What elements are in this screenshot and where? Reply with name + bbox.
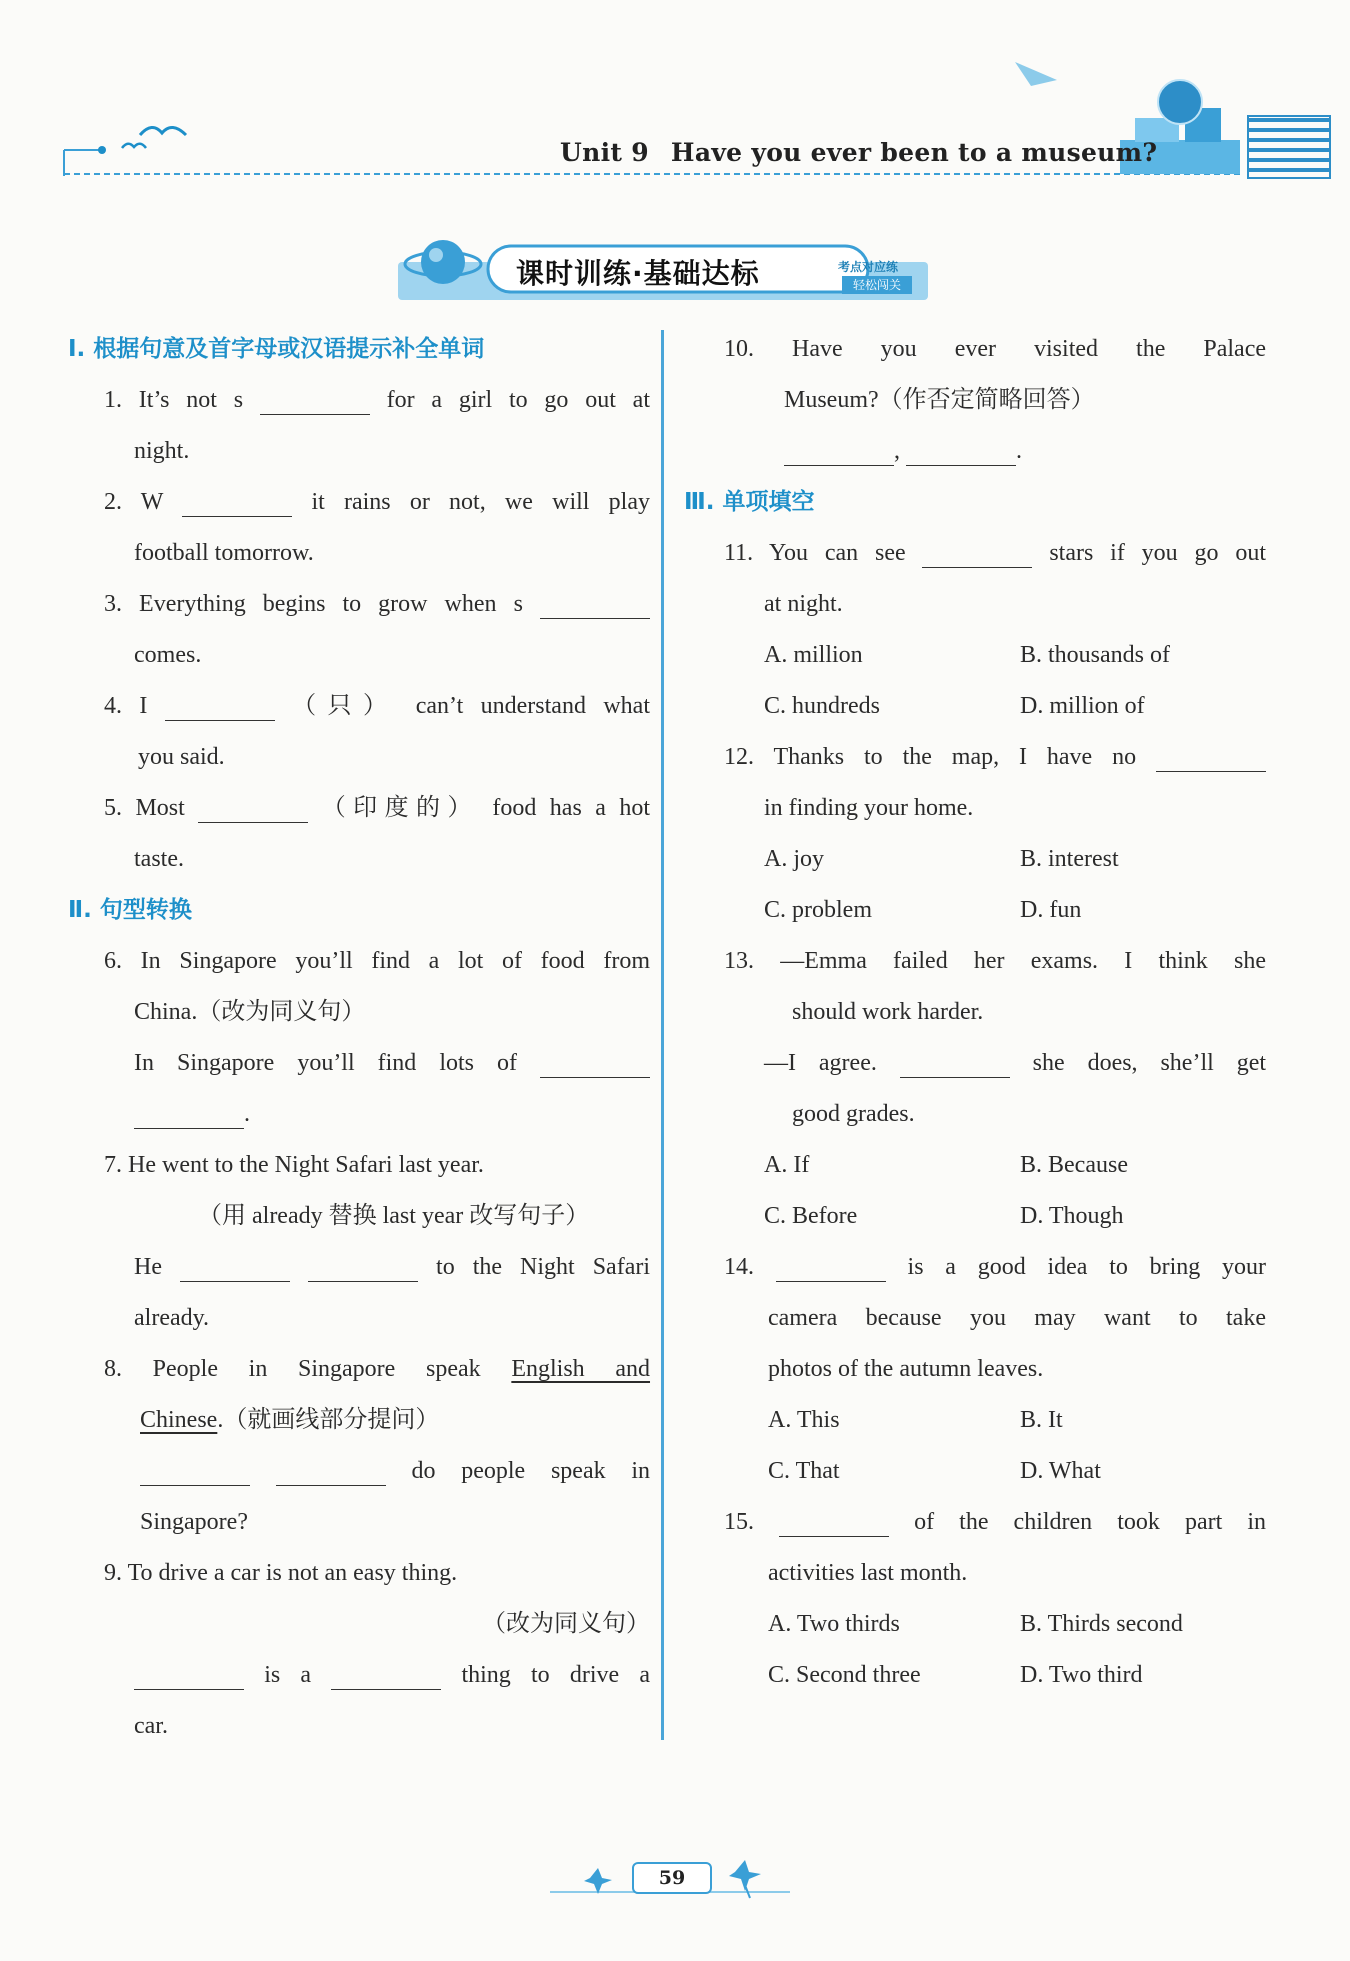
answer-blank[interactable] bbox=[776, 1251, 886, 1282]
question-4: 4. I （只） can’t understand what bbox=[68, 681, 650, 732]
answer-blank[interactable] bbox=[900, 1047, 1010, 1078]
question-8-answer-cont: Singapore? bbox=[140, 1509, 248, 1535]
question-8-cont: Chinese.（就画线部分提问） bbox=[140, 1407, 440, 1433]
answer-blank[interactable] bbox=[308, 1251, 418, 1282]
question-9-instruction: （改为同义句） bbox=[482, 1611, 650, 1637]
question-1-cont: night. bbox=[134, 438, 190, 464]
banner-tag-bottom: 轻松闯关 bbox=[842, 276, 912, 294]
question-10: 10. Have you ever visited the Palace bbox=[724, 336, 1266, 362]
question-11-cont: at night. bbox=[764, 591, 843, 617]
answer-blank[interactable] bbox=[922, 537, 1032, 568]
seagull-icon bbox=[140, 127, 186, 135]
question-14: 14. is a good idea to bring your bbox=[684, 1242, 1266, 1293]
option-d[interactable]: D. Though bbox=[1020, 1203, 1124, 1229]
question-11-options-row2 bbox=[684, 681, 1266, 732]
column-divider bbox=[661, 330, 664, 1740]
option-b[interactable]: B. Because bbox=[1020, 1152, 1128, 1178]
option-a[interactable]: A. million bbox=[764, 642, 863, 668]
answer-blank[interactable] bbox=[140, 1455, 250, 1486]
question-14-options-row2 bbox=[684, 1446, 1266, 1497]
option-a[interactable]: A. If bbox=[764, 1152, 810, 1178]
underlined-phrase: English and bbox=[511, 1356, 651, 1382]
answer-blank[interactable] bbox=[260, 384, 370, 415]
question-1: 1. It’s not s for a girl to go out at bbox=[68, 375, 650, 426]
left-column bbox=[68, 324, 650, 1752]
answer-blank[interactable] bbox=[906, 435, 1016, 466]
option-a[interactable]: A. Two thirds bbox=[768, 1611, 900, 1637]
question-12-cont: in finding your home. bbox=[764, 795, 974, 821]
question-13-reply-cont: good grades. bbox=[792, 1101, 915, 1127]
question-15-options-row1 bbox=[684, 1599, 1266, 1650]
answer-blank[interactable] bbox=[540, 1047, 650, 1078]
question-11-options-row1 bbox=[684, 630, 1266, 681]
question-3-cont: comes. bbox=[134, 642, 202, 668]
option-d[interactable]: D. Two third bbox=[1020, 1662, 1143, 1688]
option-c[interactable]: C. problem bbox=[764, 897, 872, 923]
answer-blank[interactable] bbox=[1156, 741, 1266, 772]
question-13-options-row1 bbox=[684, 1140, 1266, 1191]
option-c[interactable]: C. That bbox=[768, 1458, 840, 1484]
question-7-answer-cont: already. bbox=[134, 1305, 210, 1331]
right-column bbox=[684, 324, 1266, 1701]
section-heading-3: Ⅲ. 单项填空 bbox=[684, 489, 815, 515]
question-15-cont: activities last month. bbox=[768, 1560, 968, 1586]
answer-blank[interactable] bbox=[331, 1659, 441, 1690]
option-c[interactable]: C. hundreds bbox=[764, 693, 880, 719]
question-2-cont: football tomorrow. bbox=[134, 540, 314, 566]
answer-blank[interactable] bbox=[784, 435, 894, 466]
question-6-answer-cont: . bbox=[68, 1089, 650, 1140]
answer-blank[interactable] bbox=[134, 1098, 244, 1129]
option-d[interactable]: D. What bbox=[1020, 1458, 1101, 1484]
answer-blank[interactable] bbox=[540, 588, 650, 619]
answer-blank[interactable] bbox=[779, 1506, 889, 1537]
paper-plane-icon bbox=[1015, 62, 1057, 86]
section-heading-1: Ⅰ. 根据句意及首字母或汉语提示补全单词 bbox=[68, 336, 485, 362]
question-14-options-row1 bbox=[684, 1395, 1266, 1446]
question-14-cont-2: photos of the autumn leaves. bbox=[768, 1356, 1044, 1382]
question-7-instruction: （用 already 替换 last year 改写句子） bbox=[198, 1203, 590, 1229]
question-7-answer: He to the Night Safari bbox=[68, 1242, 650, 1293]
option-d[interactable]: D. million of bbox=[1020, 693, 1145, 719]
answer-blank[interactable] bbox=[165, 690, 275, 721]
underlined-phrase: Chinese bbox=[140, 1407, 218, 1433]
option-c[interactable]: C. Before bbox=[764, 1203, 858, 1229]
question-11: 11. You can see stars if you go out bbox=[684, 528, 1266, 579]
page-number: 59 bbox=[632, 1862, 712, 1894]
question-2: 2. W it rains or not, we will play bbox=[68, 477, 650, 528]
question-12-options-row1 bbox=[684, 834, 1266, 885]
page-header bbox=[0, 0, 1350, 200]
banner-title: 课时训练·基础达标 bbox=[516, 257, 760, 290]
question-9: 9. To drive a car is not an easy thing. bbox=[104, 1560, 458, 1586]
section-banner bbox=[398, 232, 958, 308]
seagull-icon bbox=[122, 144, 146, 148]
question-10-cont: Museum?（作否定简略回答） bbox=[784, 387, 1095, 413]
question-13-reply: —I agree. she does, she’ll get bbox=[684, 1038, 1266, 1089]
question-15-options-row2 bbox=[684, 1650, 1266, 1701]
question-5: 5. Most （印度的） food has a hot bbox=[68, 783, 650, 834]
question-6-answer: In Singapore you’ll find lots of bbox=[68, 1038, 650, 1089]
question-13-options-row2 bbox=[684, 1191, 1266, 1242]
question-8-answer: do people speak in bbox=[68, 1446, 650, 1497]
page-footer bbox=[540, 1850, 800, 1900]
question-3: 3. Everything begins to grow when s bbox=[68, 579, 650, 630]
question-9-answer-cont: car. bbox=[134, 1713, 168, 1739]
question-4-cont: you said. bbox=[138, 744, 225, 770]
answer-blank[interactable] bbox=[134, 1659, 244, 1690]
question-15: 15. of the children took part in bbox=[684, 1497, 1266, 1548]
question-8: 8. People in Singapore speak English and bbox=[104, 1356, 651, 1382]
question-13: 13. —Emma failed her exams. I think she bbox=[724, 948, 1266, 974]
pinwheel-icon bbox=[584, 1868, 612, 1894]
option-c[interactable]: C. Second three bbox=[768, 1662, 921, 1688]
question-12: 12. Thanks to the map, I have no bbox=[684, 732, 1266, 783]
option-b[interactable]: B. It bbox=[1020, 1407, 1063, 1433]
option-b[interactable]: B. thousands of bbox=[1020, 642, 1170, 668]
option-b[interactable]: B. Thirds second bbox=[1020, 1611, 1183, 1637]
question-5-cont: taste. bbox=[134, 846, 184, 872]
answer-blank[interactable] bbox=[276, 1455, 386, 1486]
section-heading-2: Ⅱ. 句型转换 bbox=[68, 897, 192, 923]
option-a[interactable]: A. This bbox=[768, 1407, 840, 1433]
globe-icon bbox=[421, 240, 465, 284]
question-12-options-row2 bbox=[684, 885, 1266, 936]
unit-title: Unit 9 Have you ever been to a museum? bbox=[560, 138, 1158, 167]
question-9-answer: is a thing to drive a bbox=[68, 1650, 650, 1701]
question-10-answer: , . bbox=[684, 426, 1266, 477]
answer-blank[interactable] bbox=[180, 1251, 290, 1282]
question-6-cont: China.（改为同义句） bbox=[134, 999, 366, 1025]
answer-blank[interactable] bbox=[182, 486, 292, 517]
option-a[interactable]: A. joy bbox=[764, 846, 824, 872]
question-14-cont: camera because you may want to take bbox=[768, 1305, 1266, 1331]
answer-blank[interactable] bbox=[198, 792, 308, 823]
option-b[interactable]: B. interest bbox=[1020, 846, 1119, 872]
banner-tag-top: 考点对应练 bbox=[838, 260, 899, 274]
question-7: 7. He went to the Night Safari last year. bbox=[104, 1152, 484, 1178]
header-decoration bbox=[0, 0, 1350, 200]
option-d[interactable]: D. fun bbox=[1020, 897, 1082, 923]
question-6: 6. In Singapore you’ll find a lot of food from bbox=[104, 948, 650, 974]
question-13-cont: should work harder. bbox=[792, 999, 984, 1025]
